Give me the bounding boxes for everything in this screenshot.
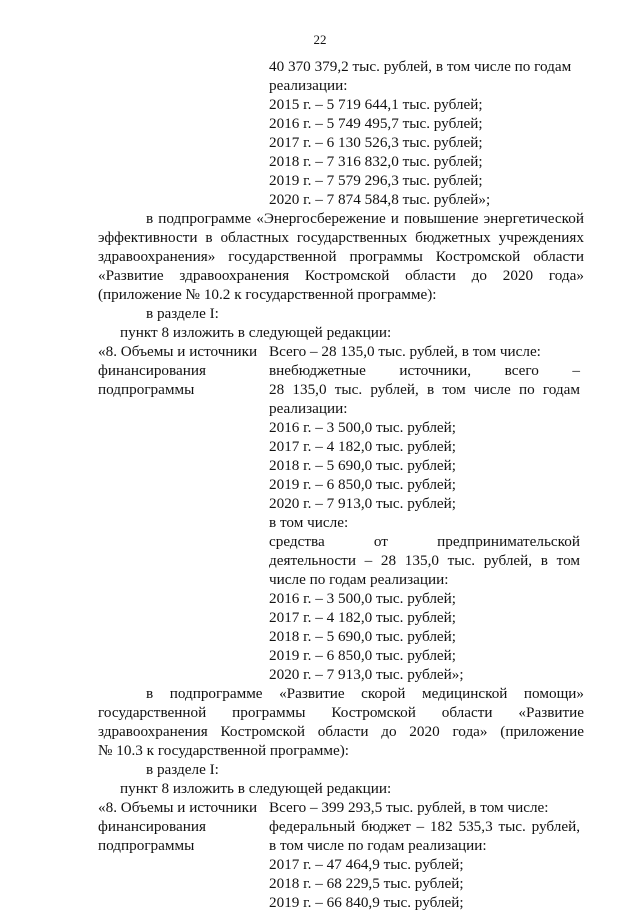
table1-right-line: 2018 г. – 5 690,0 тыс. рублей; [269, 457, 457, 474]
para1-line: «Развитие здравоохранения Костромской области до 2020 года» [98, 267, 584, 284]
para1-item: пункт 8 изложить в следующей редакции: [120, 324, 392, 341]
table2-right-line: Всего – 399 293,5 тыс. рублей, в том числе: [269, 799, 549, 816]
para2-item: пункт 8 изложить в следующей редакции: [120, 780, 392, 797]
table1-right-line: средства от предпринимательской [269, 533, 580, 550]
table1-right-line: в том числе: [269, 514, 349, 531]
para1-line: в подпрограмме «Энергосбережение и повышение энергетической [146, 210, 584, 227]
table2-right-line: 2019 г. – 66 840,9 тыс. рублей; [269, 894, 464, 911]
para1-line: эффективности в областных государственных бюджетных учреждениях [98, 229, 584, 246]
table1-right-line: 2018 г. – 5 690,0 тыс. рублей; [269, 628, 457, 645]
para2-line: № 10.3 к государственной программе): [98, 742, 349, 759]
table1-right-line: 2016 г. – 3 500,0 тыс. рублей; [269, 419, 457, 436]
table1-right-line: 2016 г. – 3 500,0 тыс. рублей; [269, 590, 457, 607]
table2-left-line: подпрограммы [98, 837, 195, 854]
block1-line: 2017 г. – 6 130 526,3 тыс. рублей; [269, 134, 483, 151]
para1-section: в разделе I: [146, 305, 219, 322]
para2-line: государственной программы Костромской области «Развитие [98, 704, 584, 721]
table1-right-line: Всего – 28 135,0 тыс. рублей, в том числе: [269, 343, 541, 360]
table1-right-line: 2017 г. – 4 182,0 тыс. рублей; [269, 609, 457, 626]
table1-right-line: 2020 г. – 7 913,0 тыс. рублей»; [269, 666, 464, 683]
table1-left-line: финансирования [98, 362, 206, 379]
table2-right-line: в том числе по годам реализации: [269, 837, 487, 854]
table1-right-line: 28 135,0 тыс. рублей, в том числе по годам [269, 381, 580, 398]
para1-line: (приложение № 10.2 к государственной программе): [98, 286, 437, 303]
para1-line: здравоохранения» государственной программы Костромской области [98, 248, 584, 265]
para2-line: здравоохранения Костромской области до 2020 года» (приложение [98, 723, 584, 740]
block1-line: 2018 г. – 7 316 832,0 тыс. рублей; [269, 153, 483, 170]
table2-right-line: федеральный бюджет – 182 535,3 тыс. рублей, [269, 818, 580, 835]
table1-right-line: 2017 г. – 4 182,0 тыс. рублей; [269, 438, 457, 455]
block1-line: 2015 г. – 5 719 644,1 тыс. рублей; [269, 96, 483, 113]
block1-line: 40 370 379,2 тыс. рублей, в том числе по годам [269, 58, 572, 75]
page-number: 22 [313, 32, 327, 47]
block1-line: реализации: [269, 77, 348, 94]
para2-section: в разделе I: [146, 761, 219, 778]
table1-right-line: 2019 г. – 6 850,0 тыс. рублей; [269, 476, 457, 493]
table2-left-line: финансирования [98, 818, 206, 835]
table1-right-line: деятельности – 28 135,0 тыс. рублей, в том [269, 552, 580, 569]
table1-right-line: внебюджетные источники, всего – [269, 362, 580, 379]
table1-left-line: «8. Объемы и источники [98, 343, 258, 360]
para2-line: в подпрограмме «Развитие скорой медицинской помощи» [146, 685, 584, 702]
table2-right-line: 2017 г. – 47 464,9 тыс. рублей; [269, 856, 464, 873]
table1-right-line: числе по годам реализации: [269, 571, 449, 588]
table1-right-line: реализации: [269, 400, 348, 417]
block1-line: 2016 г. – 5 749 495,7 тыс. рублей; [269, 115, 483, 132]
table1-right-line: 2020 г. – 7 913,0 тыс. рублей; [269, 495, 457, 512]
table2-right-line: 2018 г. – 68 229,5 тыс. рублей; [269, 875, 464, 892]
block1-line: 2020 г. – 7 874 584,8 тыс. рублей»; [269, 191, 491, 208]
table1-right-line: 2019 г. – 6 850,0 тыс. рублей; [269, 647, 457, 664]
block1-line: 2019 г. – 7 579 296,3 тыс. рублей; [269, 172, 483, 189]
table1-left-line: подпрограммы [98, 381, 195, 398]
table2-left-line: «8. Объемы и источники [98, 799, 258, 816]
